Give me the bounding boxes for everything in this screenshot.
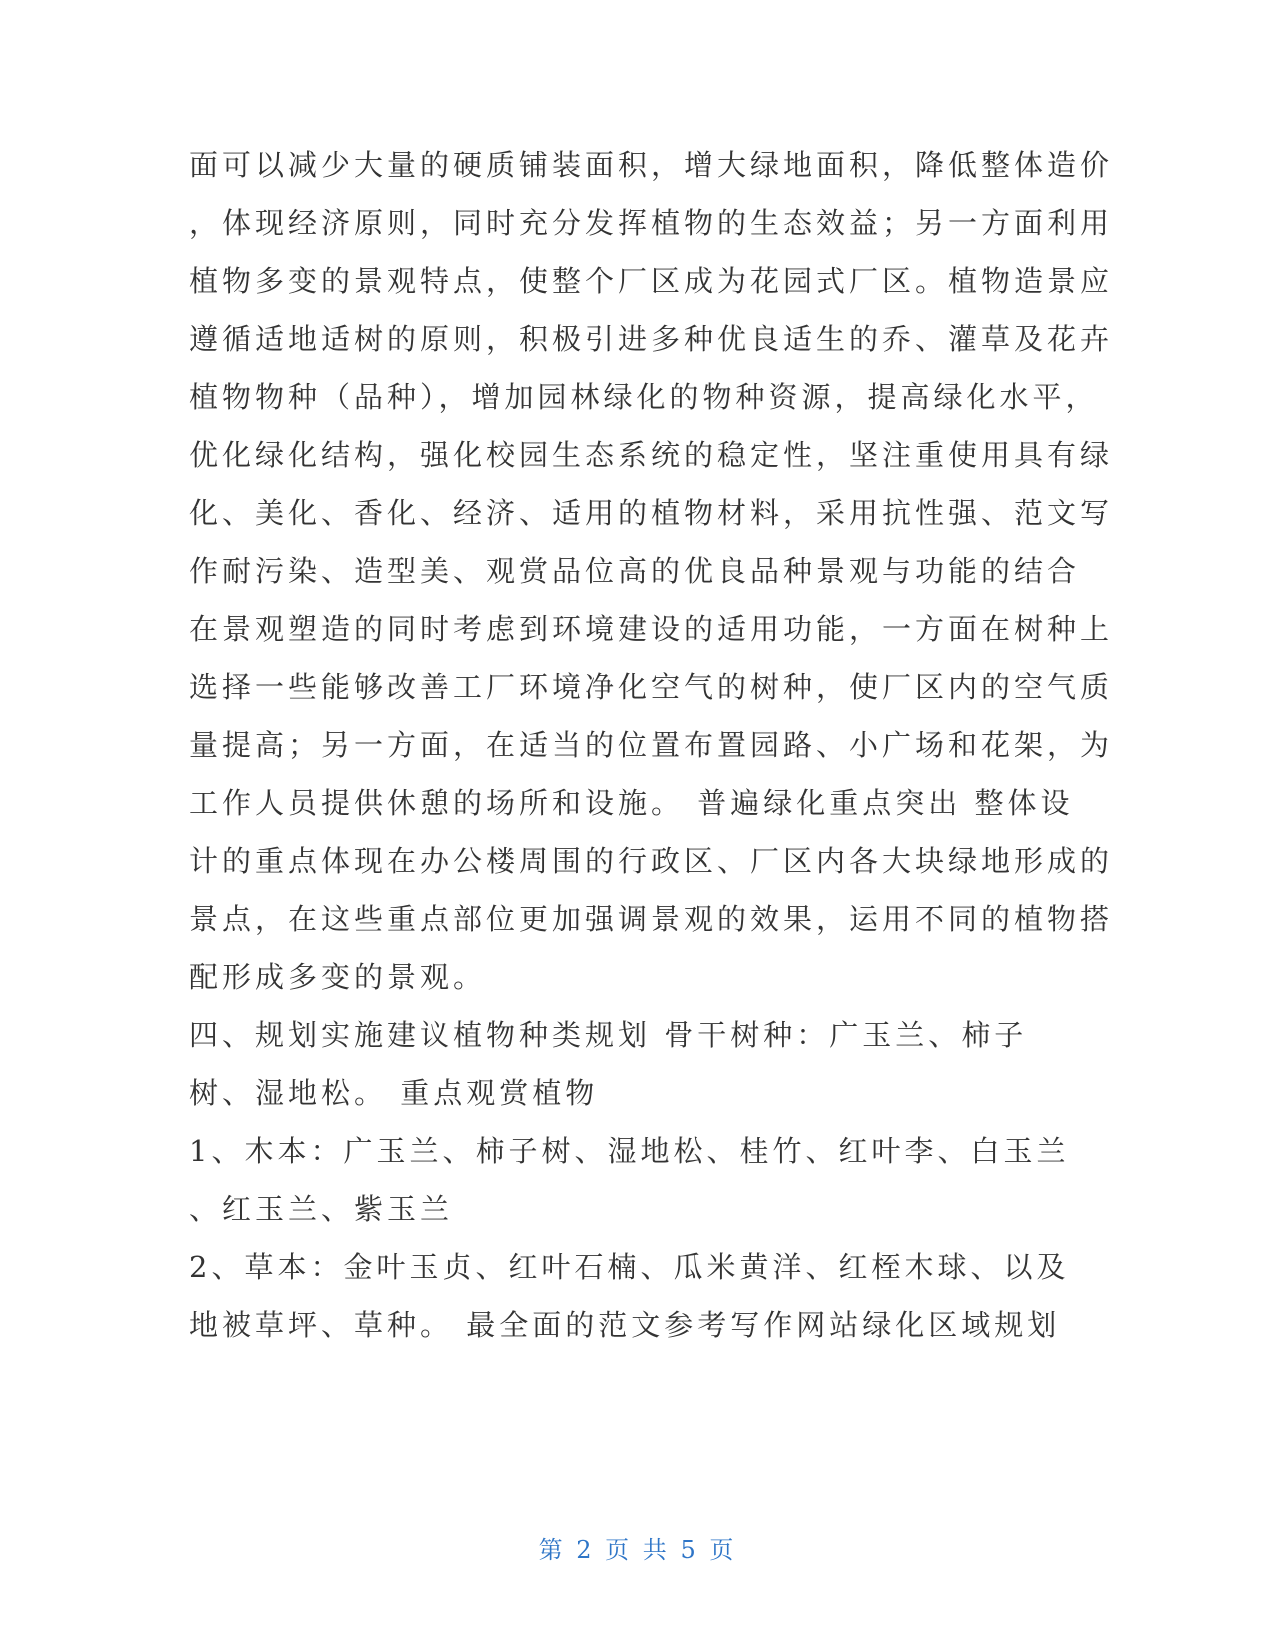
text-line: 、红玉兰、紫玉兰 <box>189 1192 454 1226</box>
text-line: 遵循适地适树的原则，积极引进多种优良适生的乔、灌草及花卉 <box>189 322 1114 356</box>
text-line: 优化绿化结构，强化校园生态系统的稳定性，坚注重使用具有绿 <box>189 438 1114 472</box>
text-line: 选择一些能够改善工厂环境净化空气的树种，使厂区内的空气质 <box>189 670 1114 704</box>
text-line: 配形成多变的景观。 <box>189 960 487 994</box>
text-line: 计的重点体现在办公楼周围的行政区、厂区内各大块绿地形成的 <box>189 844 1114 878</box>
text-line: 植物多变的景观特点，使整个厂区成为花园式厂区。植物造景应 <box>189 264 1114 298</box>
text-line: ，体现经济原则，同时充分发挥植物的生态效益；另一方面利用 <box>189 206 1114 240</box>
text-line: 工作人员提供休憩的场所和设施。 普遍绿化重点突出 整体设 <box>189 786 1074 820</box>
text-line: 化、美化、香化、经济、适用的植物材料，采用抗性强、范文写 <box>189 496 1114 530</box>
text-line: 景点，在这些重点部位更加强调景观的效果，运用不同的植物搭 <box>189 902 1114 936</box>
text-line: 量提高；另一方面，在适当的位置布置园路、小广场和花架，为 <box>189 728 1114 762</box>
text-line: 树、湿地松。 重点观赏植物 <box>189 1076 599 1110</box>
text-line: 作耐污染、造型美、观赏品位高的优良品种景观与功能的结合 <box>189 554 1081 588</box>
page-indicator: 第 2 页 共 5 页 <box>538 1536 737 1564</box>
list-item-line: 1、木本：广玉兰、柿子树、湿地松、桂竹、红叶李、白玉兰 <box>189 1134 1070 1168</box>
text-line: 在景观塑造的同时考虑到环境建设的适用功能，一方面在树种上 <box>189 612 1114 646</box>
section-heading-line: 四、规划实施建议植物种类规划 骨干树种：广玉兰、柿子 <box>189 1018 1028 1052</box>
text-line: 地被草坪、草种。 最全面的范文参考写作网站绿化区域规划 <box>189 1308 1061 1342</box>
text-line: 面可以减少大量的硬质铺装面积，增大绿地面积，降低整体造价 <box>189 148 1114 182</box>
list-item-line: 2、草本：金叶玉贞、红叶石楠、瓜米黄洋、红桎木球、以及 <box>189 1250 1070 1284</box>
text-line: 植物物种（品种），增加园林绿化的物种资源，提高绿化水平， <box>189 380 1099 414</box>
